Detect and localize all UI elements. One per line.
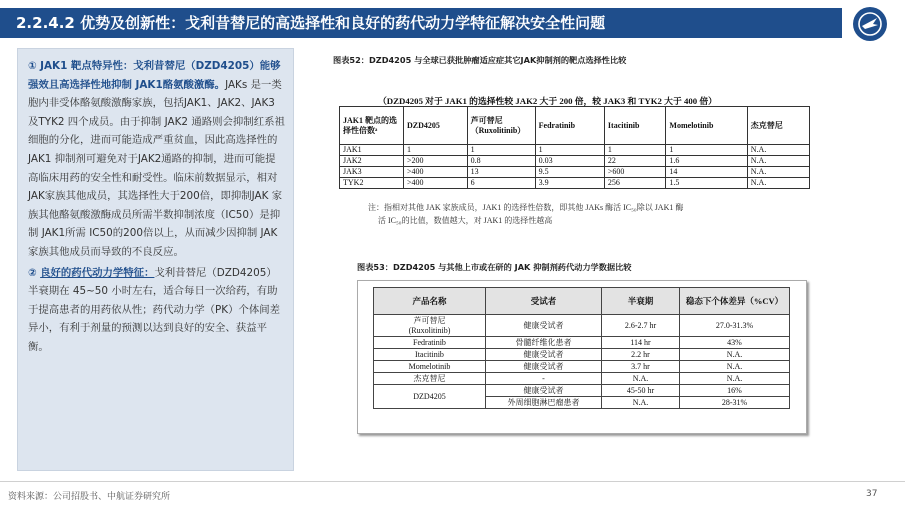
jak1-selectivity-heading: JAK1 靶点特异性：戈利昔替尼（DZD4205）能够强效且高选择性地抑制 JAK1酪氨酸激酶。 <box>28 60 281 91</box>
table-cell: JAK3 <box>340 167 404 178</box>
table-row <box>374 385 790 397</box>
paragraph-pk-profile <box>28 264 285 357</box>
pk-table-frame <box>357 280 807 434</box>
figure53-title: 图表53：DZD4205 与其他上市或在研的 JAK 抑制剂药代动力学数据比较 <box>357 262 632 272</box>
col-header: DZD4205 <box>404 107 468 145</box>
table-row <box>374 315 790 337</box>
note-line: 注：指相对其他 JAK 家族成员，JAK1 的选择性倍数，即其他 JAKs 酶活 IC₅₀除以 JAK1 酶 <box>368 203 684 212</box>
subject-cell: 健康受试者 <box>486 361 602 373</box>
pk-profile-heading: 良好的药代动力学特征： <box>40 266 155 279</box>
col-header: 产品名称 <box>374 288 486 315</box>
table-cell: JAK1 <box>340 145 404 156</box>
left-text-panel <box>17 48 294 471</box>
table-row <box>374 349 790 361</box>
table-cell: 9.5 <box>535 167 604 178</box>
jak1-selectivity-body: JAKs 是一类胞内非受体酪氨酸激酶家族，包括JAK1、JAK2、JAK3 及TYK2 四个成员。由于抑制 JAK2 通路则会抑制红系祖细胞的分化，进而可能造成严重贫血，因此高选择性的 JAK1 抑制剂可避免对于JAK2通路的抑制，进而可能提高临床用药的安全性和耐受性。临床前数据显示，相对JAK家族其他成员，其选择性大于200倍，即抑制JAK 家族其他酪氨酸激酶成员所需半数抑制浓度（IC50）是抑制 JAK1所需 IC50的200倍以上，从而减少因抑制 JAK 家族其他成员而导致的不良反应。 <box>28 78 285 258</box>
drug-name-cell <box>374 315 486 337</box>
bullet-number-1: ① <box>28 60 37 72</box>
table-row <box>340 167 810 178</box>
table-cell: N.A. <box>747 145 809 156</box>
col-header: Momelotinib <box>666 107 747 145</box>
drug-name-cell: Momelotinib <box>374 361 486 373</box>
pk-table-header <box>374 288 790 315</box>
footer-divider <box>0 481 905 482</box>
pk-comparison-table <box>373 287 790 409</box>
drug-name: 芦可替尼 <box>413 315 446 325</box>
table-cell: 22 <box>604 156 666 167</box>
drug-name-cell: 杰克替尼 <box>374 373 486 385</box>
table-cell: >400 <box>404 178 468 189</box>
selectivity-table-header <box>340 107 810 145</box>
col-header: 稳态下个体差异（%CV） <box>680 288 790 315</box>
half-life-cell: N.A. <box>602 373 680 385</box>
table-cell: 13 <box>467 167 535 178</box>
table-cell: 0.03 <box>535 156 604 167</box>
table-cell: 0.8 <box>467 156 535 167</box>
table-cell: N.A. <box>747 178 809 189</box>
table-cell: 1 <box>666 145 747 156</box>
table-cell: 1.5 <box>666 178 747 189</box>
cv-cell: N.A. <box>680 373 790 385</box>
selectivity-table <box>339 106 810 189</box>
subject-cell: 外周细胞淋巴瘤患者 <box>486 397 602 409</box>
figure52-note <box>368 201 808 227</box>
table-cell: N.A. <box>747 156 809 167</box>
table-cell: 1 <box>604 145 666 156</box>
page-number: 37 <box>866 489 878 499</box>
note-line: 活 IC₅₀的比值，数值越大，对 JAK1 的选择性越高 <box>378 216 553 225</box>
drug-name-en: (Ruxolitinib) <box>408 325 451 335</box>
header <box>0 0 905 44</box>
table-cell: 1 <box>404 145 468 156</box>
figure52-title: 图表52：DZD4205 与全球已获批肿瘤适应症其它JAK抑制剂的靶点选择性比较 <box>333 55 627 65</box>
pk-profile-body: 戈利昔替尼（DZD4205）半衰期在 45~50 小时左右，适合每日一次给药，有助于提高患者的用药依从性；药代动力学（PK）个体间差异小，有利于剂量的预测以达到良好的安全、获益平衡。 <box>28 266 281 353</box>
table-cell: N.A. <box>747 167 809 178</box>
paragraph-jak1-selectivity <box>28 57 285 262</box>
page-title: 2.2.4.2 优势及创新性：戈利昔替尼的高选择性和良好的药代动力学特征解决安全性问题 <box>16 14 606 32</box>
drug-name-cell: Fedratinib <box>374 337 486 349</box>
half-life-cell: 2.6-2.7 hr <box>602 315 680 337</box>
table-row <box>374 337 790 349</box>
subject-cell: 健康受试者 <box>486 349 602 361</box>
col-header: 半衰期 <box>602 288 680 315</box>
subject-cell: 健康受试者 <box>486 315 602 337</box>
bullet-number-2: ② <box>28 266 37 279</box>
col-header: JAK1 靶点的选择性倍数ᵃ <box>340 107 404 145</box>
table-cell: >400 <box>404 167 468 178</box>
col-header: 受试者 <box>486 288 602 315</box>
cv-cell: N.A. <box>680 361 790 373</box>
table-row <box>340 178 810 189</box>
cv-cell: 43% <box>680 337 790 349</box>
cv-cell: N.A. <box>680 349 790 361</box>
subject-cell: 健康受试者 <box>486 385 602 397</box>
table-cell: 256 <box>604 178 666 189</box>
table-row <box>374 373 790 385</box>
half-life-cell: N.A. <box>602 397 680 409</box>
col-header: 杰克替尼 <box>747 107 809 145</box>
table-cell: 3.9 <box>535 178 604 189</box>
cv-cell: 28-31% <box>680 397 790 409</box>
cv-cell: 27.0-31.3% <box>680 315 790 337</box>
subject-cell: 骨髓纤维化患者 <box>486 337 602 349</box>
subject-cell: - <box>486 373 602 385</box>
col-header: Itacitinib <box>604 107 666 145</box>
table-row <box>340 145 810 156</box>
table-row <box>340 156 810 167</box>
table-cell: >200 <box>404 156 468 167</box>
half-life-cell: 45-50 hr <box>602 385 680 397</box>
drug-name-cell: DZD4205 <box>374 385 486 409</box>
table-cell: JAK2 <box>340 156 404 167</box>
half-life-cell: 2.2 hr <box>602 349 680 361</box>
table-cell: 1 <box>467 145 535 156</box>
table-row <box>374 361 790 373</box>
half-life-cell: 3.7 hr <box>602 361 680 373</box>
figure52-caption: （DZD4205 对于 JAK1 的选择性较 JAK2 大于 200 倍，较 JAK3 和 TYK2 大于 400 倍） <box>378 96 717 106</box>
table-cell: 14 <box>666 167 747 178</box>
col-header: Fedratinib <box>535 107 604 145</box>
table-cell: >600 <box>604 167 666 178</box>
table-cell: 1 <box>535 145 604 156</box>
table-cell: TYK2 <box>340 178 404 189</box>
drug-name-cell: Itacitinib <box>374 349 486 361</box>
company-logo-icon <box>853 7 887 41</box>
cv-cell: 16% <box>680 385 790 397</box>
table-cell: 6 <box>467 178 535 189</box>
source-note: 资料来源：公司招股书、中航证券研究所 <box>8 492 171 502</box>
col-header: 芦可替尼（Ruxolitinib） <box>467 107 535 145</box>
table-cell: 1.6 <box>666 156 747 167</box>
half-life-cell: 114 hr <box>602 337 680 349</box>
